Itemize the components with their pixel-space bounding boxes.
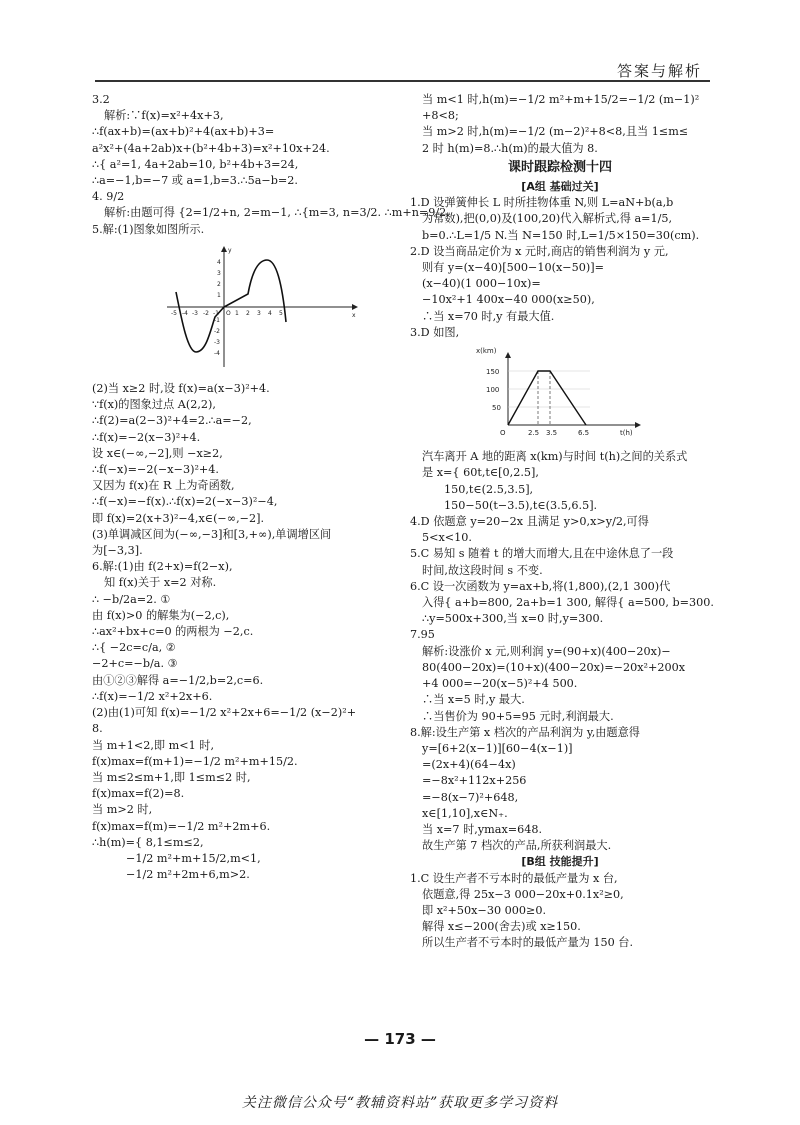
text-line: ∴f(x)=−2(x−3)²+4. xyxy=(92,430,201,444)
text-line: f(x)max=f(m+1)=−1/2 m²+m+15/2. xyxy=(92,754,298,768)
header-rule xyxy=(95,80,710,82)
x-tick: -1 xyxy=(213,309,219,317)
x-tick: -2 xyxy=(203,309,209,317)
text-line: +8<8; xyxy=(422,109,459,123)
y-tick: -4 xyxy=(214,349,220,357)
x-tick: 4 xyxy=(268,309,272,317)
text-line: (x−40)(1 000−10x)= xyxy=(422,277,541,291)
x-tick: -5 xyxy=(171,309,177,317)
text-line: 为[−3,3]. xyxy=(92,544,143,558)
text-line: 5.解:(1)图象如图所示. xyxy=(92,222,205,236)
text-line: 依题意,得 25x−3 000−20x+0.1x²≥0, xyxy=(422,887,624,901)
text-line: ∴{ −2c=c/a, ② xyxy=(92,641,176,655)
t-tick: 3.5 xyxy=(546,429,558,438)
text-line: 时间,故这段时间 s 不变. xyxy=(422,563,543,577)
text-line: 3.D 如图, xyxy=(410,325,460,339)
y-tick: 1 xyxy=(217,291,221,299)
text-line: 解得 x≤−200(舍去)或 x≥150. xyxy=(422,920,581,934)
text-line: b=0.∴L=1/5 N.当 N=150 时,L=1/5×150=30(cm). xyxy=(422,228,700,242)
text-line: 故生产第 7 档次的产品,所获利润最大. xyxy=(422,839,612,853)
x-tick: 1 xyxy=(235,309,239,317)
text-line: −1/2 m²+2m+6,m>2. xyxy=(126,868,250,882)
y-tick: -3 xyxy=(214,338,220,346)
curve xyxy=(176,260,286,352)
text-line: 5.C 易知 s 随着 t 的增大而增大,且在中途休息了一段 xyxy=(410,547,674,561)
text-line: 6.解:(1)由 f(2+x)=f(2−x), xyxy=(92,560,233,574)
section-title: 课时跟踪检测十四 xyxy=(507,159,612,175)
y-tick: 150 xyxy=(486,368,500,377)
text-line: 解析:设涨价 x 元,则利润 y=(90+x)(400−20x)− xyxy=(422,644,671,658)
text-line: f(x)max=f(m)=−1/2 m²+2m+6. xyxy=(92,819,271,833)
text-line: ∴当 x=70 时,y 有最大值. xyxy=(422,309,555,323)
text-line: 150−50(t−3.5),t∈(3.5,6.5]. xyxy=(444,498,598,512)
text-line: −2+c=−b/a. ③ xyxy=(92,657,178,671)
page-header xyxy=(95,58,710,82)
y-axis-label: x(km) xyxy=(476,347,497,356)
x-tick: 5 xyxy=(279,309,283,317)
y-tick: -1 xyxy=(214,316,220,324)
y-tick: 4 xyxy=(217,258,221,266)
x-tick: 2 xyxy=(246,309,250,317)
text-line: (3)单调减区间为(−∞,−3]和[3,+∞),单调增区间 xyxy=(92,527,332,541)
text-line: 为常数),把(0,0)及(100,20)代入解析式,得 a=1/5, xyxy=(422,212,673,226)
text-line: 当 x=7 时,ymax=648. xyxy=(422,822,543,836)
t-tick: 6.5 xyxy=(578,429,590,438)
text-line: 当 m+1<2,即 m<1 时, xyxy=(92,738,215,752)
text-line: ∴f(−x)=−f(x).∴f(x)=2(−x−3)²−4, xyxy=(92,495,278,509)
text-line: ∴f(ax+b)=(ax+b)²+4(ax+b)+3= xyxy=(92,125,275,139)
text-line: 是 x={ 60t,t∈[0,2.5], xyxy=(422,466,539,480)
text-line: 2.D 设当商品定价为 x 元时,商店的销售利润为 y 元, xyxy=(410,244,669,258)
text-line: 6.C 设一次函数为 y=ax+b,将(1,800),(2,1 300)代 xyxy=(410,579,671,593)
text-line: ∴ −b/2a=2. ① xyxy=(92,592,171,606)
x-tick: -4 xyxy=(182,309,188,317)
text-line: 解析:∵f(x)=x²+4x+3, xyxy=(104,109,224,123)
y-tick: 2 xyxy=(217,280,221,288)
text-line: 知 f(x)关于 x=2 对称. xyxy=(104,576,217,590)
text-line: 则有 y=(x−40)[500−10(x−50)]= xyxy=(422,261,604,275)
text-line: ∵f(x)的图象过点 A(2,2), xyxy=(92,398,216,412)
origin-label: O xyxy=(500,429,506,438)
x-tick: 3 xyxy=(257,309,261,317)
text-line: 5<x<10. xyxy=(422,531,472,545)
text-line: 由 f(x)>0 的解集为(−2,c), xyxy=(92,608,230,622)
footer-note: 关注微信公众号“教辅资料站”获取更多学习资料 xyxy=(241,1095,559,1111)
text-line: ∴f(−x)=−2(−x−3)²+4. xyxy=(92,463,219,477)
text-line: (2)当 x≥2 时,设 f(x)=a(x−3)²+4. xyxy=(92,382,270,396)
origin-label: O xyxy=(226,309,231,317)
text-line: 当 m<1 时,h(m)=−1/2 m²+m+15/2=−1/2 (m−1)² xyxy=(422,93,700,106)
text-line: 所以生产者不亏本时的最低产量为 150 台. xyxy=(422,936,634,950)
text-line: 7.95 xyxy=(410,628,435,642)
text-line: =(2x+4)(64−4x) xyxy=(422,758,516,772)
text-line: 由①②③解得 a=−1/2,b=2,c=6. xyxy=(92,673,264,687)
text-line: (2)由(1)可知 f(x)=−1/2 x²+2x+6=−1/2 (x−2)²+ xyxy=(92,706,357,720)
header-title: 答案与解析 xyxy=(616,62,702,80)
text-line: 1.D 设弹簧伸长 L 时所挂物体重 N,则 L=aN+b(a,b xyxy=(410,196,674,210)
t-axis-label: t(h) xyxy=(620,429,633,438)
function-graph xyxy=(162,242,362,372)
y-tick: 50 xyxy=(492,404,501,413)
text-line: 当 m>2 时,h(m)=−1/2 (m−2)²+8<8,且当 1≤m≤ xyxy=(422,125,689,139)
text-line: 入得{ a+b=800, 2a+b=1 300, 解得{ a=500, b=300. xyxy=(422,596,714,610)
y-tick: 100 xyxy=(486,386,500,395)
text-line: ∴ax²+bx+c=0 的两根为 −2,c. xyxy=(92,625,254,639)
text-line: 2 时 h(m)=8.∴h(m)的最大值为 8. xyxy=(422,141,598,155)
y-tick: -2 xyxy=(214,327,220,335)
text-line: 4.D 依题意 y=20−2x 且满足 y>0,x>y/2,可得 xyxy=(410,515,649,529)
text-line: 设 x∈(−∞,−2],则 −x≥2, xyxy=(92,446,223,460)
text-line: =−8x²+112x+256 xyxy=(422,774,527,788)
y-axis-label: y xyxy=(228,246,232,254)
text-line: 150,t∈(2.5,3.5], xyxy=(444,482,534,496)
text-line: ∴y=500x+300,当 x=0 时,y=300. xyxy=(422,612,604,626)
text-line: x∈[1,10],x∈N₊. xyxy=(422,806,508,820)
x-tick: -3 xyxy=(192,309,198,317)
text-line: 1.C 设生产者不亏本时的最低产量为 x 台, xyxy=(410,871,618,885)
text-line: ∴当 x=5 时,y 最大. xyxy=(422,693,525,707)
text-line: 又因为 f(x)在 R 上为奇函数, xyxy=(92,479,235,493)
text-line: ∴当售价为 90+5=95 元时,利润最大. xyxy=(422,709,614,723)
text-line: ∴f(x)=−1/2 x²+2x+6. xyxy=(92,689,213,703)
text-line: 当 m≤2≤m+1,即 1≤m≤2 时, xyxy=(92,770,251,784)
text-line: =−8(x−7)²+648, xyxy=(422,790,519,804)
text-line: 汽车离开 A 地的距离 x(km)与时间 t(h)之间的关系式 xyxy=(422,450,688,464)
text-line: ∴h(m)={ 8,1≤m≤2, xyxy=(92,835,204,849)
text-line: y=[6+2(x−1)][60−4(x−1)] xyxy=(422,741,573,755)
text-line: +4 000=−20(x−5)²+4 500. xyxy=(422,677,578,691)
right-column xyxy=(410,92,714,952)
group-title: [A组 基础过关] xyxy=(521,180,599,194)
t-tick: 2.5 xyxy=(528,429,540,438)
text-line: f(x)max=f(2)=8. xyxy=(92,787,185,801)
text-line: 4. 9/2 xyxy=(92,190,125,204)
text-line: ∴{ a²=1, 4a+2ab=10, b²+4b+3=24, xyxy=(92,157,299,171)
text-line: a²x²+(4a+2ab)x+(b²+4b+3)=x²+10x+24. xyxy=(92,141,330,155)
text-line: ∴a=−1,b=−7 或 a=1,b=3.∴5a−b=2. xyxy=(92,174,298,188)
text-line: 当 m>2 时, xyxy=(92,803,153,817)
text-line: 解析:由题可得 {2=1/2+n, 2=m−1, ∴{m=3, n=3/2. ∴m+n=9/2. xyxy=(104,206,450,220)
text-line: −1/2 m²+m+15/2,m<1, xyxy=(126,851,261,865)
text-line: 即 x²+50x−30 000≥0. xyxy=(422,903,547,917)
page-number: — 173 — xyxy=(364,1030,436,1048)
text-line: 3.2 xyxy=(92,93,110,106)
distance-line xyxy=(508,371,586,425)
distance-time-graph xyxy=(470,345,650,440)
y-tick: 3 xyxy=(217,269,221,277)
text-line: 8. xyxy=(92,722,103,736)
text-line: 即 f(x)=2(x+3)²−4,x∈(−∞,−2]. xyxy=(92,511,265,525)
text-line: −10x²+1 400x−40 000(x≥50), xyxy=(422,293,595,307)
text-line: ∴f(2)=a(2−3)²+4=2.∴a=−2, xyxy=(92,414,252,428)
text-line: 8.解:设生产第 x 档次的产品利润为 y,由题意得 xyxy=(410,725,640,739)
text-line: 80(400−20x)=(10+x)(400−20x)=−20x²+200x xyxy=(422,660,686,674)
x-axis-label: x xyxy=(352,311,356,319)
group-title: [B组 技能提升] xyxy=(521,855,599,869)
